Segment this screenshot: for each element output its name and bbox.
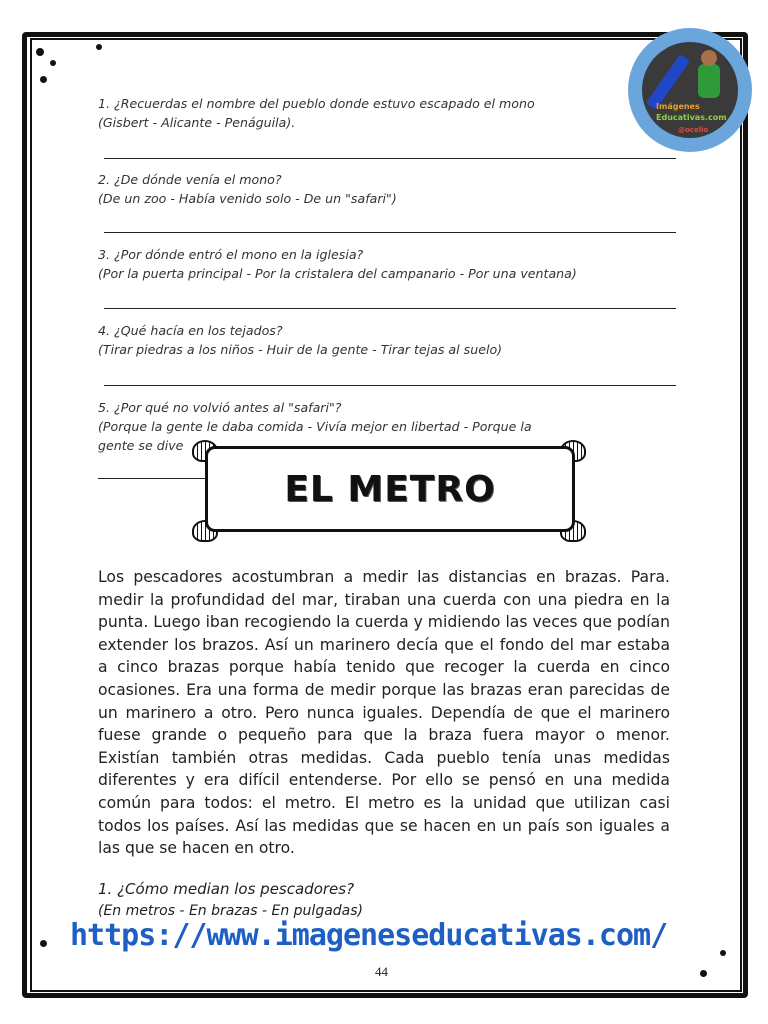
decor-dot	[700, 970, 707, 977]
reading-options: (En metros - En brazas - En pulgadas)	[98, 903, 364, 919]
decor-dot	[96, 44, 102, 50]
decor-dot	[50, 60, 56, 66]
reading-text: Los pescadores acostumbran a medir las distancias en brazas. Para. medir la profundidad del mar, tiraban una cuerda con una piedra en la punta. Luego iban recogiendo la cuerda y midiendo las veces que podían extender los brazos. Así un marinero decía que el fondo del mar estaba a cinco brazas porque había tenido que recoger la cuerda en cinco ocasiones. Era una forma de medir porque las brazas eran parecidas de un marinero a otro. Pero nunca iguales. Dependía de que el marinero fuese grande o pequeño para que la braza fuera mayor o menor. Existían también otras medidas. Cada pueblo tenía unas medidas diferentes y era difícil entenderse. Por ello se pensó en una medida común para todos: el metro. El metro es la unidad que utilizan casi todos los países. Así las medidas que se hacen en un país son iguales a las que se hacen en otro.	[98, 568, 670, 858]
answer-line-4[interactable]	[104, 385, 676, 386]
answer-line-2[interactable]	[104, 232, 676, 233]
decor-dot	[720, 950, 726, 956]
page-number: 44	[375, 964, 388, 979]
logo-handle: @ocelio	[678, 126, 709, 134]
section-title: EL METRO	[284, 468, 496, 510]
question-1: 1. ¿Recuerdas el nombre del pueblo donde estuvo escapado el mono (Gisbert - Alicante - Penáguila).	[98, 96, 535, 130]
question-2: 2. ¿De dónde venía el mono? (De un zoo - Había venido solo - De un "safari")	[98, 172, 397, 206]
decor-dot	[36, 48, 44, 56]
logo-line2: Educativas.com	[656, 113, 727, 122]
question-3: 3. ¿Por dónde entró el mono en la iglesia? (Por la puerta principal - Por la cristalera del campanario - Por una ventana)	[98, 247, 577, 281]
answer-line-5[interactable]	[98, 478, 208, 479]
child-illustration	[698, 64, 720, 98]
title-box	[205, 446, 575, 532]
question-5: 5. ¿Por qué no volvió antes al "safari"? (Porque la gente le daba comida - Vivía mejor en libertad - Porque la gente se dive	[98, 400, 532, 453]
website-url[interactable]: https://www.imageneseducativas.com/	[70, 918, 668, 953]
decor-dot	[40, 76, 47, 83]
question-4: 4. ¿Qué hacía en los tejados? (Tirar piedras a los niños - Huir de la gente - Tirar tejas al suelo)	[98, 323, 503, 357]
site-logo	[628, 28, 752, 152]
answer-line-1[interactable]	[104, 158, 676, 159]
answer-line-3[interactable]	[104, 308, 676, 309]
logo-line1: Imágenes	[656, 102, 700, 111]
reading-question: 1. ¿Cómo median los pescadores?	[98, 880, 355, 898]
decor-dot	[40, 940, 47, 947]
